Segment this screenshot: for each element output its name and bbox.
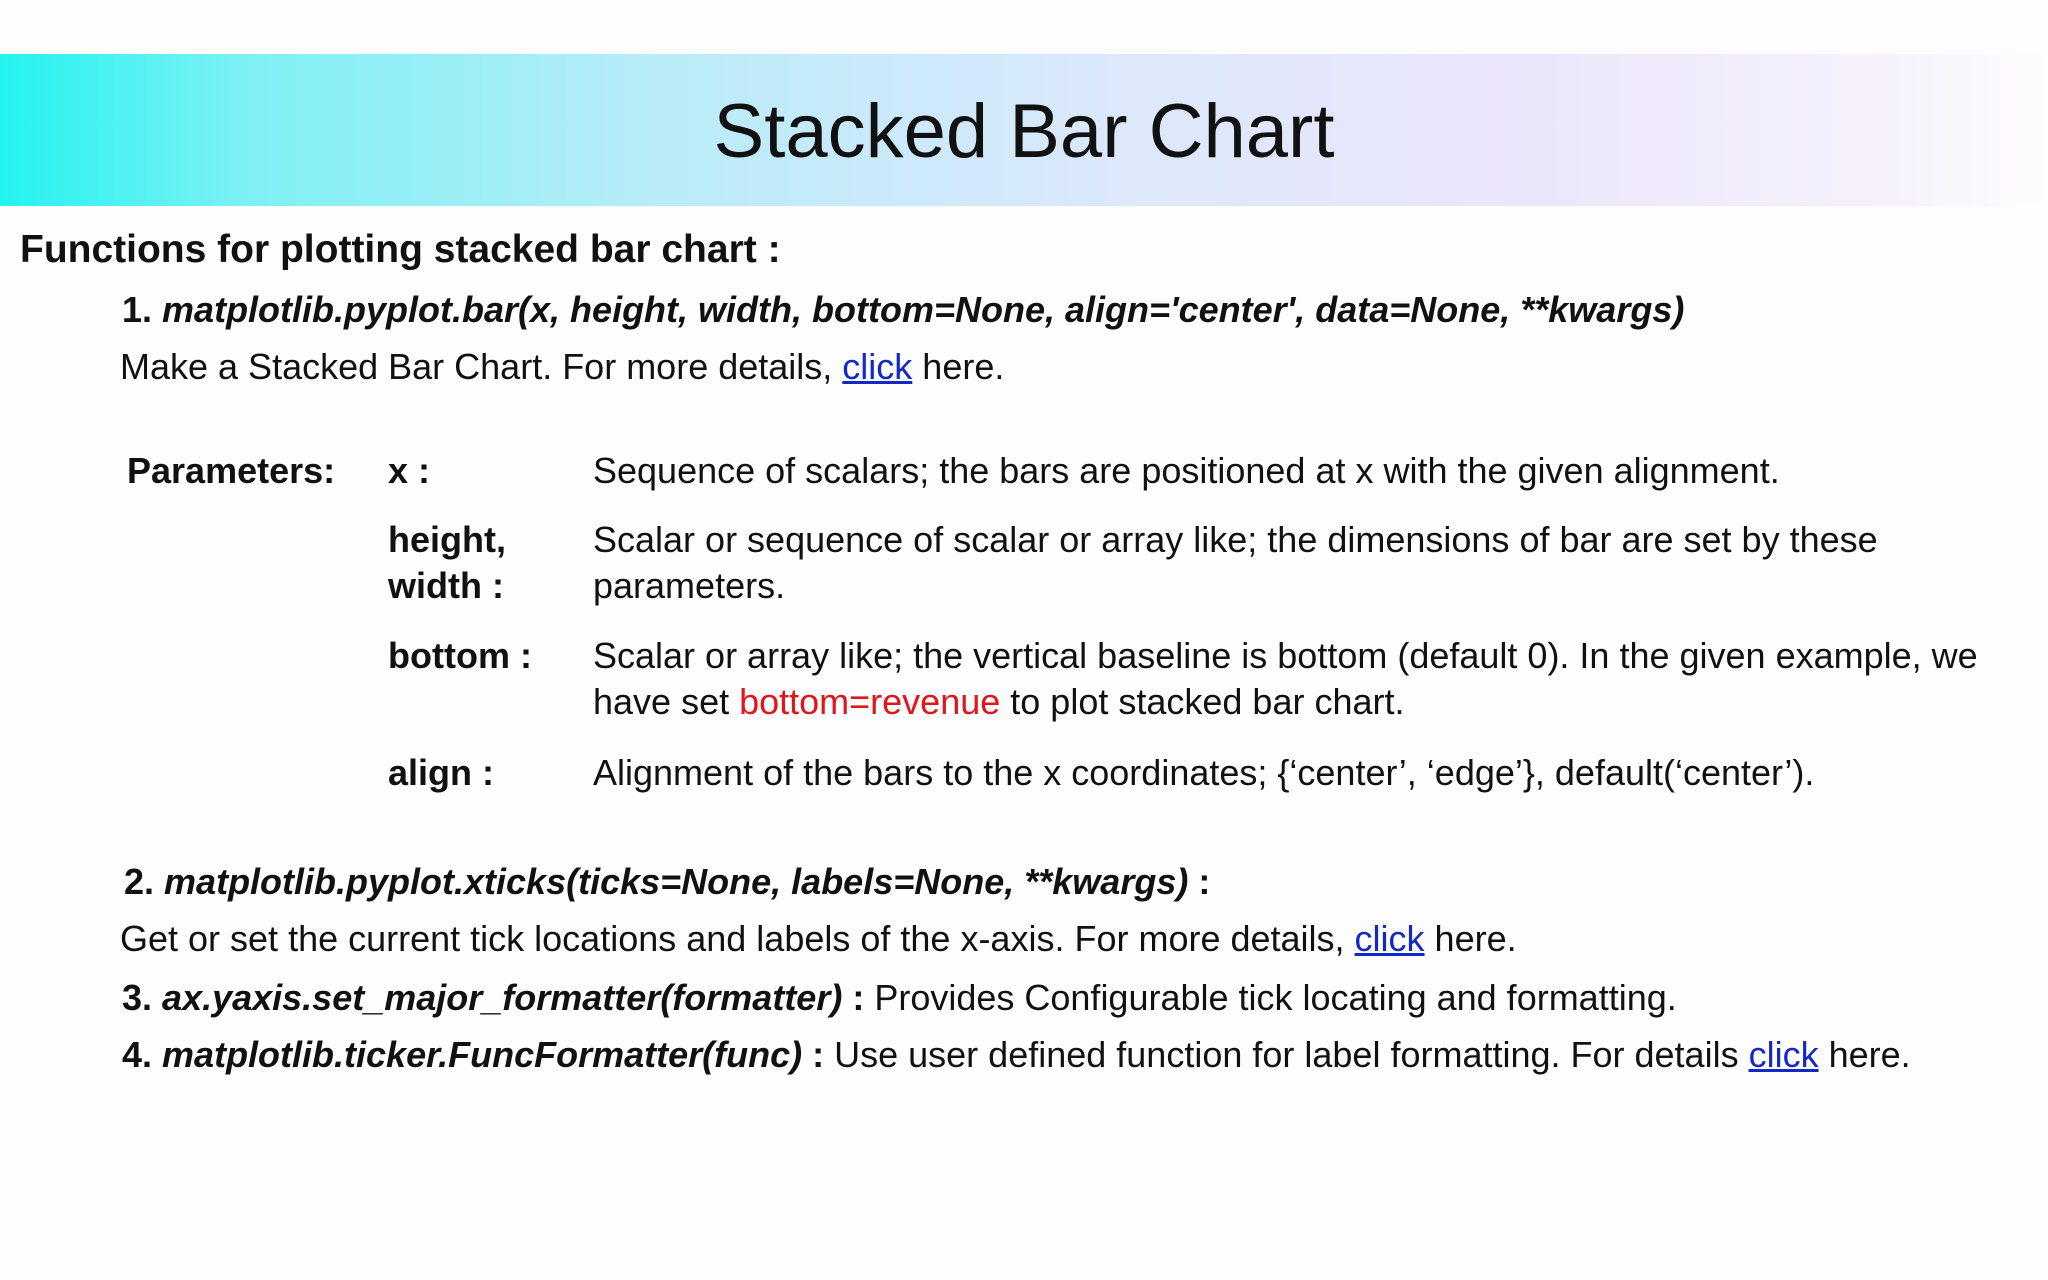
description-text: to plot stacked bar chart. bbox=[1000, 681, 1405, 722]
separator: : bbox=[1188, 861, 1211, 902]
function-item-4 bbox=[122, 1033, 1911, 1077]
section-heading: Functions for plotting stacked bar chart : bbox=[20, 228, 781, 271]
param-name-x: x : bbox=[388, 450, 431, 491]
description-text: Provides Configurable tick locating and formatting. bbox=[864, 977, 1677, 1018]
details-link[interactable]: click bbox=[1748, 1034, 1819, 1075]
param-name-height-width bbox=[388, 517, 578, 609]
title-banner bbox=[0, 54, 2048, 206]
function-signature: matplotlib.ticker.FuncFormatter(func) bbox=[162, 1034, 803, 1075]
highlight-code: bottom=revenue bbox=[739, 681, 1001, 722]
description-text: Use user defined function for label formatting. For details bbox=[824, 1034, 1749, 1075]
description-text: here. bbox=[1818, 1034, 1911, 1075]
details-link[interactable]: click bbox=[1354, 918, 1425, 959]
description-text: Make a Stacked Bar Chart. For more details, bbox=[120, 346, 843, 387]
function-signature: matplotlib.pyplot.bar(x, height, width, bottom=None, align='center', data=None, **kwargs) bbox=[162, 289, 1685, 330]
param-desc-align: Alignment of the bars to the x coordinates; {‘center’, ‘edge’}, default(‘center’). bbox=[593, 752, 1815, 793]
function-description-1 bbox=[120, 345, 1004, 389]
item-number: 1. bbox=[122, 289, 153, 330]
details-link[interactable]: click bbox=[842, 346, 913, 387]
param-desc-x: Sequence of scalars; the bars are positioned at x with the given alignment. bbox=[593, 450, 1780, 491]
parameters-label: Parameters: bbox=[127, 450, 336, 491]
param-name-align: align : bbox=[388, 752, 494, 793]
function-item-2 bbox=[124, 860, 1210, 904]
description-text: Get or set the current tick locations and labels of the x-axis. For more details, bbox=[120, 918, 1355, 959]
description-text: Scalar or array like; the vertical baseline is bottom (default 0). In the given example, we have set bbox=[593, 635, 1978, 722]
description-text: here. bbox=[1424, 918, 1517, 959]
param-desc-bottom bbox=[593, 633, 2033, 725]
separator: : bbox=[802, 1034, 825, 1075]
param-name-line: width : bbox=[388, 565, 504, 606]
separator: : bbox=[842, 977, 865, 1018]
function-signature: ax.yaxis.set_major_formatter(formatter) bbox=[162, 977, 843, 1018]
function-description-2 bbox=[120, 917, 1517, 961]
item-number: 3. bbox=[122, 977, 153, 1018]
param-name-line: height, bbox=[388, 519, 506, 560]
description-text: here. bbox=[912, 346, 1005, 387]
function-item-1 bbox=[122, 288, 1684, 332]
function-item-3 bbox=[122, 976, 1677, 1020]
item-number: 2. bbox=[124, 861, 155, 902]
param-desc-height-width: Scalar or sequence of scalar or array like; the dimensions of bar are set by these parameters. bbox=[593, 519, 1878, 606]
param-name-bottom: bottom : bbox=[388, 635, 532, 676]
page-title: Stacked Bar Chart bbox=[713, 89, 1335, 174]
function-signature: matplotlib.pyplot.xticks(ticks=None, labels=None, **kwargs) bbox=[164, 861, 1189, 902]
item-number: 4. bbox=[122, 1034, 153, 1075]
